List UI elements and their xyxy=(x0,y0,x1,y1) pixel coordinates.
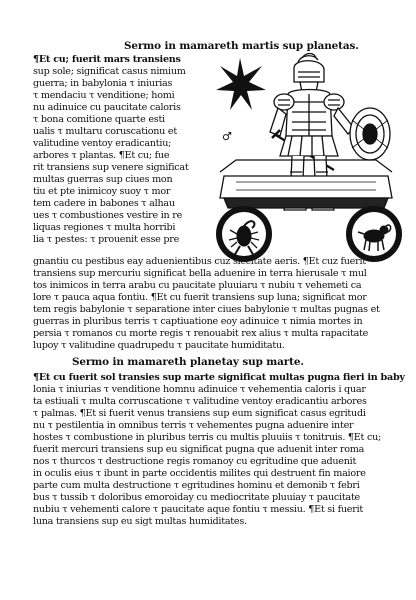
text-line: nos τ thurcos τ destructione regis romanoy cu egritudine que aduenit xyxy=(33,456,357,467)
text-line: multas guerras sup ciues mon xyxy=(33,174,173,185)
text-line: sup sole; significat casus nimium xyxy=(33,66,186,77)
text-line: ¶Et cu fuerit sol transies sup marte significat multas pugna fieri in baby xyxy=(33,372,405,383)
mars-glyph-icon: ♂ xyxy=(222,130,232,143)
text-line: ualis τ multaru coruscationu et xyxy=(33,126,177,137)
text-line: hostes τ combustione in pluribus terris cu multis pluuiis τ tonitruis. ¶Et cu; xyxy=(33,432,381,443)
text-line: guerra; in babylonia τ iniurias xyxy=(33,78,173,89)
text-line: valitudine ventoy eradicantiu; xyxy=(33,138,172,149)
text-line: tiu et pte inimicoy suoy τ mor xyxy=(33,186,171,197)
text-line: gnantiu cu pestibus eay aduenientibus cuz siccitate aeris. ¶Et cuz fuerit xyxy=(33,256,366,267)
heading-planets-over-mars: Sermo in mamareth planetay sup marte. xyxy=(72,356,304,368)
text-line: lia τ pestes: τ prouenit esse pre xyxy=(33,234,180,245)
text-line: bus τ tussib τ doloribus emoroiday cu mediocritate pluuiay τ paucitate xyxy=(33,492,360,503)
text-line: lupoy τ valitudine quadrupedu τ paucitate humiditatu. xyxy=(33,340,285,351)
text-line: tem cadere in babones τ alhau xyxy=(33,198,175,209)
text-line: lore τ pauca aqua fontiu. ¶Et cu fuerit transiens sup luna; significat mor xyxy=(33,292,367,303)
wheel-right xyxy=(346,206,402,262)
text-line: ues τ combustiones vestire in re xyxy=(33,210,183,221)
text-line: guerras in pluribus terris τ captiuatione eoy adinuice τ nimia mortes in xyxy=(33,316,363,327)
text-line: nu τ pestilentia in omnibus terris τ vehementes pugna aduenire inter xyxy=(33,420,354,431)
text-line: rit transiens sup venere significat xyxy=(33,162,189,173)
text-line: parte cum multa destructione τ egritudines hominu et demonib τ febri xyxy=(33,480,360,491)
star-icon xyxy=(216,58,266,110)
text-line: τ bona comitione quarte esti xyxy=(33,114,165,125)
text-line: in oculis eius τ ibunt in parte occidentis milites qui destruent fin maiore xyxy=(33,468,366,479)
heading-mars-over-planets: Sermo in mamareth martis sup planetas. xyxy=(124,40,359,52)
text-line: tos inimicos in terra arabu cu paucitate pluuiaru τ nubiu τ vehemeti ca xyxy=(33,280,362,291)
text-line: ta estiuali τ multa corruscatione τ valitudine ventoy eradicantiu arbores xyxy=(33,396,367,407)
text-line: nubiu τ vehementi calore τ paucitate aque fontiu τ messiu. ¶Et si fuerit xyxy=(33,504,363,515)
chariot xyxy=(220,160,392,208)
text-line: nu adinuice cu paucitate caloris xyxy=(33,102,181,113)
text-line: ¶Et cu; fuerit mars transiens xyxy=(33,54,181,65)
text-line: lonia τ iniurias τ venditione homnu adinuice τ vehementia caloris i quar xyxy=(33,384,366,395)
text-line: persia τ romanos cu morte regis τ renouabit rex alius τ multa rapacitate xyxy=(33,328,369,339)
text-line: arbores τ plantas. ¶Et cu; fue xyxy=(33,150,170,161)
mars-woodcut-illustration xyxy=(206,52,406,270)
text-line: transiens sup mercuriu significat bella aduenire in terra hierusale τ mul xyxy=(33,268,367,279)
text-line: luna transiens sup eu sigt multas humiditates. xyxy=(33,516,247,527)
text-line: fuerit mercuri transiens sup eu significat pugna que aduenit inter roma xyxy=(33,444,365,455)
text-line: tem regis babylonie τ separatione inter ciues babylonie τ multas pugnas et xyxy=(33,304,380,315)
wheel-left xyxy=(216,206,272,262)
text-line: τ mendaciu τ venditione; homi xyxy=(33,90,175,101)
text-line: liquas regiones τ multa horribi xyxy=(33,222,176,233)
text-line: τ palmas. ¶Et si fuerit venus transiens sup eum significat casus egritudi xyxy=(33,408,366,419)
